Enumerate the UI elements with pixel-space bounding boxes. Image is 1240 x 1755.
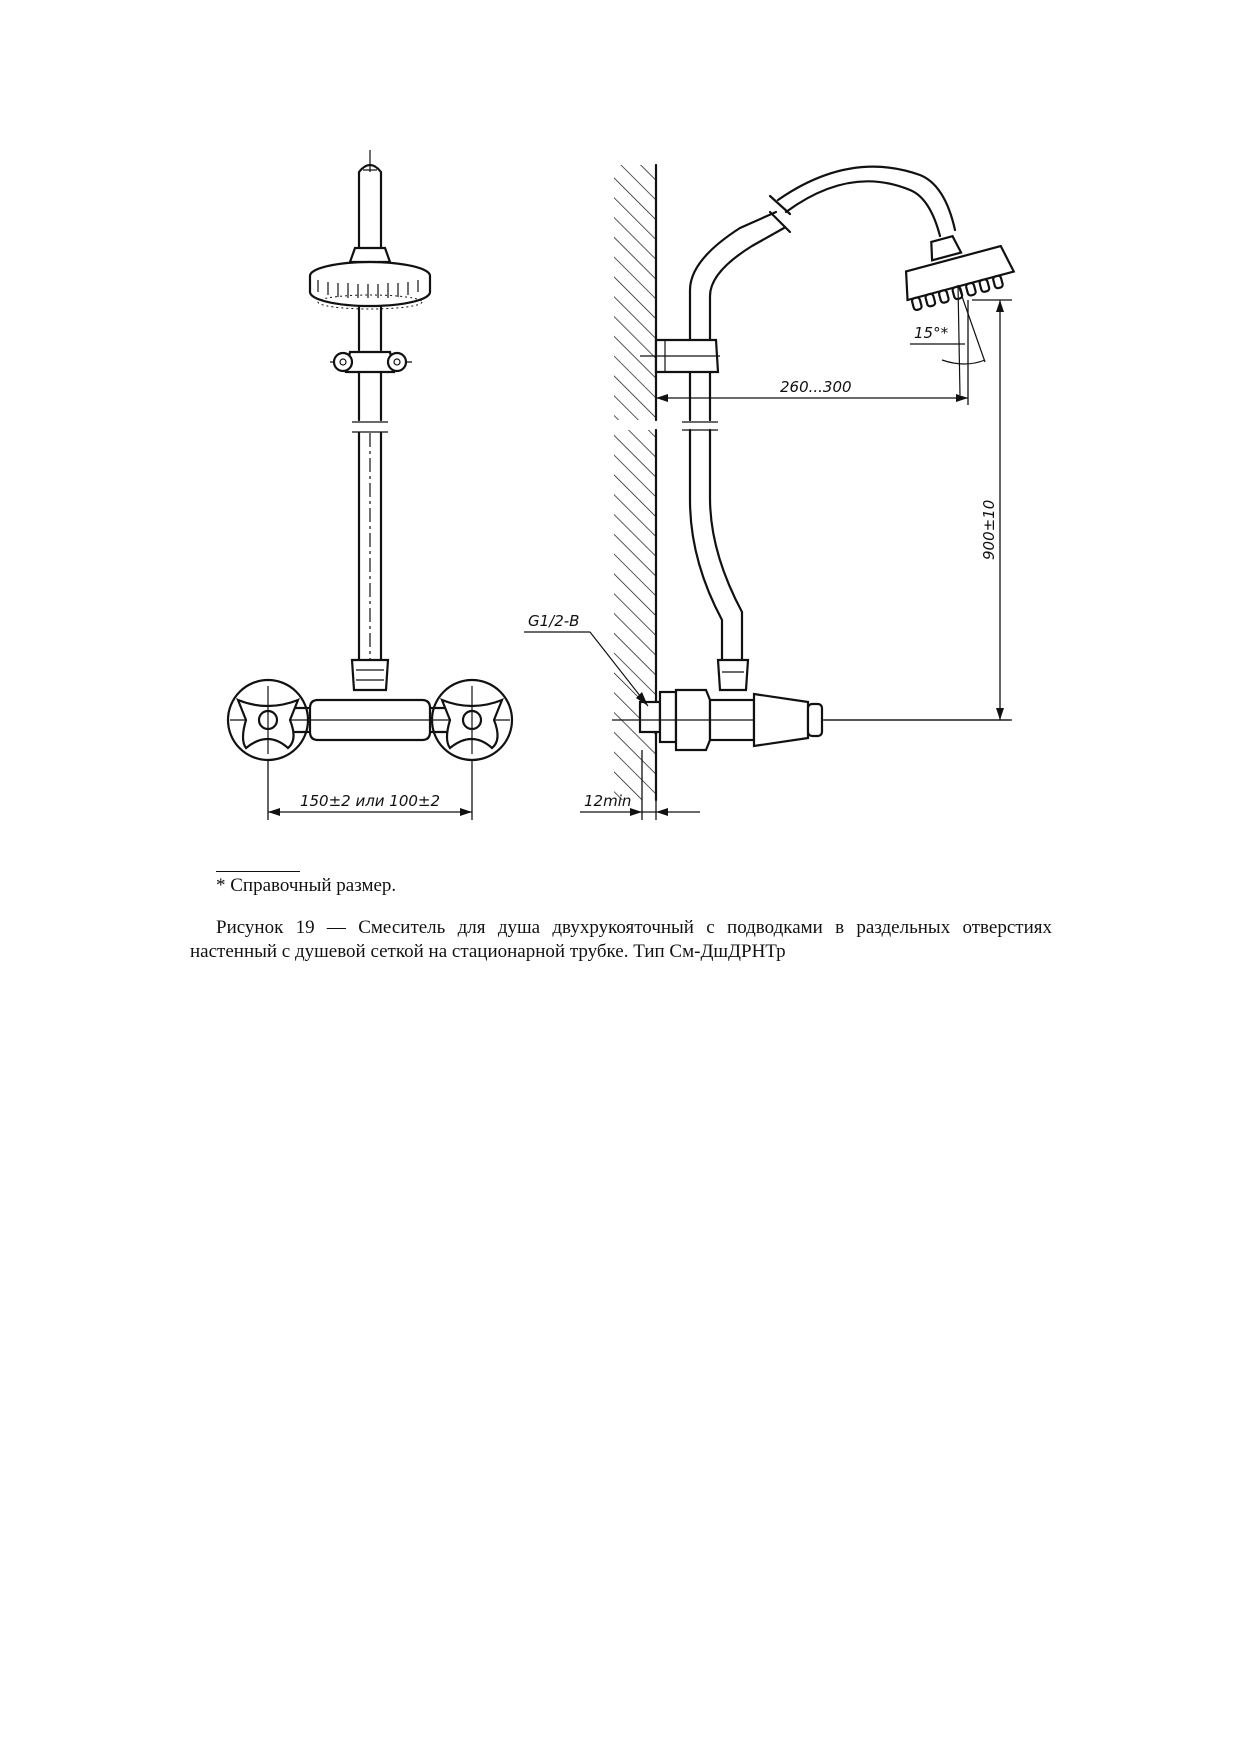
- height-label: 900±10: [980, 499, 998, 560]
- side-view: [524, 165, 1017, 820]
- footnote-rule: [216, 871, 300, 872]
- spacing-dimension: [268, 760, 472, 820]
- shower-head-front: [310, 248, 430, 309]
- footnote: * Справочный размер.: [216, 875, 397, 896]
- technical-drawing: [0, 0, 1240, 860]
- thread-label: G1/2-B: [528, 612, 580, 630]
- front-view: [228, 150, 512, 820]
- shower-head-side: [895, 223, 1017, 311]
- spacing-dimension-label: 150±2 или 100±2: [299, 792, 441, 810]
- figure-caption: Рисунок 19 — Смеситель для душа двухрукояточный с подводками в раздельных отверстиях настенный с душевой сеткой на стационарной трубке. Тип См-ДшДРНТр: [190, 917, 1052, 962]
- height-dimension: [824, 300, 1012, 720]
- reach-label: 260...300: [780, 378, 852, 396]
- angle-dimension-label: 15°*: [914, 324, 949, 342]
- wall-gap-label: 12min: [584, 792, 632, 810]
- holder-front: [330, 352, 412, 372]
